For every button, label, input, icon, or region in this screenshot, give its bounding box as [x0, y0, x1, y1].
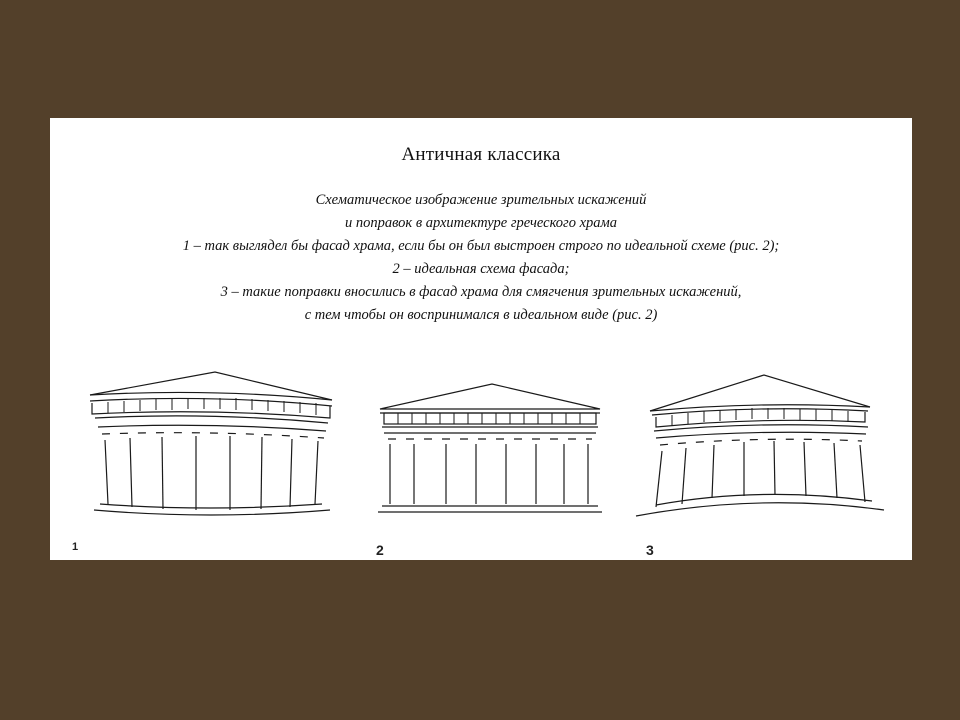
temple-figure-distorted — [90, 372, 332, 515]
figure-label-2: 2 — [376, 542, 384, 558]
caption-line: 3 – такие поправки вносились в фасад храма для смягчения зрительных искажений, — [220, 284, 742, 300]
page-title: Античная классика — [401, 144, 561, 165]
document-panel — [50, 118, 912, 560]
caption-line: Схематическое изображение зрительных искажений — [315, 192, 647, 208]
figure-label-3: 3 — [646, 542, 654, 558]
temple-figure-corrected — [636, 375, 884, 516]
caption-line: с тем чтобы он воспринимался в идеальном виде (рис. 2) — [304, 307, 658, 323]
figure-label-1: 1 — [72, 541, 79, 553]
caption-line: 1 – так выглядел бы фасад храма, если бы он был выстроен строго по идеальной схеме (рис. 2); — [182, 238, 780, 254]
caption-line: и поправок в архитектуре греческого храма — [344, 215, 618, 231]
caption-line: 2 – идеальная схема фасада; — [392, 261, 570, 277]
temple-drawings — [50, 118, 912, 560]
temple-figure-ideal — [378, 384, 602, 512]
